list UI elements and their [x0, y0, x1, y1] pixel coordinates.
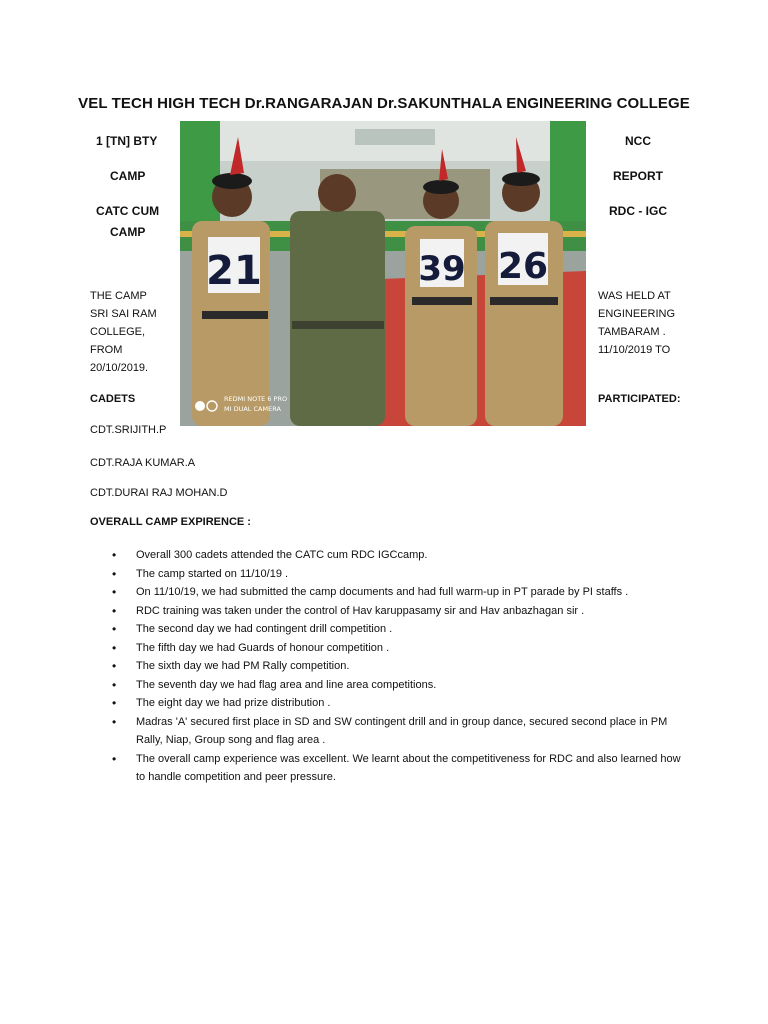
experience-list [110, 546, 690, 787]
list-item: • The sixth day we had PM Rally competition. [110, 657, 690, 676]
right-text-2: ENGINEERING [598, 308, 676, 320]
cadet-name-3: CDT.DURAI RAJ MOHAN.D [90, 487, 228, 499]
list-item: • The eight day we had prize distribution . [110, 694, 690, 713]
watermark-line-2: MI DUAL CAMERA [224, 405, 281, 413]
right-text-4: 11/10/2019 TO [598, 344, 671, 356]
header-left-4: CAMP [110, 225, 146, 239]
participated-label: PARTICIPATED: [598, 393, 681, 405]
camp-photo-graphic [180, 121, 586, 426]
header-right-2: REPORT [613, 169, 664, 183]
left-text-1: THE CAMP [90, 290, 147, 302]
header-right-3: RDC - IGC [609, 204, 667, 218]
bib-number-2: 39 [418, 249, 466, 289]
list-item: • The overall camp experience was excellent. We learnt about the competitiveness for RDC and also learned how to handle competition and peer pressure. [110, 750, 690, 787]
cadet-name-1: CDT.SRIJITH.P [90, 424, 167, 436]
left-text-3: COLLEGE, [90, 326, 146, 338]
list-item: • Overall 300 cadets attended the CATC cum RDC IGCcamp. [110, 546, 690, 565]
watermark-line-1: REDMI NOTE 6 PRO [224, 395, 288, 403]
bib-number-3: 26 [497, 246, 549, 287]
list-item: • The camp started on 11/10/19 . [110, 565, 690, 584]
list-item: • The seventh day we had flag area and line area competitions. [110, 676, 690, 695]
header-right-1: NCC [625, 134, 651, 148]
list-item: • The second day we had contingent drill competition . [110, 620, 690, 639]
right-text-1: WAS HELD AT [598, 290, 671, 302]
header-left-3: CATC CUM [96, 204, 160, 218]
camera-watermark-icon [195, 401, 205, 411]
header-left-1: 1 [TN] BTY [96, 134, 158, 148]
section-title: OVERALL CAMP EXPIRENCE : [90, 516, 251, 528]
list-item: • On 11/10/19, we had submitted the camp documents and had full warm-up in PT parade by PI staffs . [110, 583, 690, 602]
left-text-5: 20/10/2019. [90, 362, 149, 374]
left-text-2: SRI SAI RAM [90, 308, 157, 320]
left-text-4: FROM [90, 344, 123, 356]
header-left-2: CAMP [110, 169, 146, 183]
list-item: • Madras 'A' secured first place in SD and SW contingent drill and in group dance, secured second place in PM Rally, Niap, Group song and flag area . [110, 713, 690, 750]
page-title: VEL TECH HIGH TECH Dr.RANGARAJAN Dr.SAKUNTHALA ENGINEERING COLLEGE [78, 95, 690, 112]
cadets-label: CADETS [90, 393, 136, 405]
bib-number-1: 21 [206, 248, 262, 294]
camp-photo [180, 121, 586, 426]
right-text-3: TAMBARAM . [598, 326, 666, 338]
list-item: • RDC training was taken under the control of Hav karuppasamy sir and Hav anbazhagan sir . [110, 602, 690, 621]
list-item: • The fifth day we had Guards of honour competition . [110, 639, 690, 658]
cadet-name-2: CDT.RAJA KUMAR.A [90, 457, 196, 469]
